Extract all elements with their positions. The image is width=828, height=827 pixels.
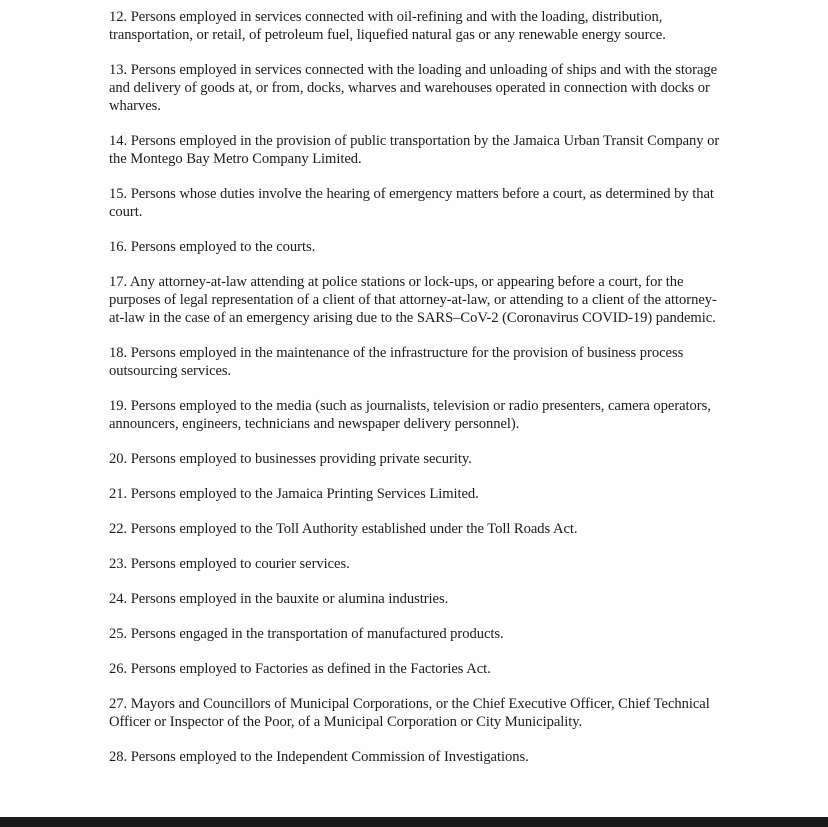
list-item-19: 19. Persons employed to the media (such as journalists, television or radio presenters, camera operators, announcers, engineers, technicians and newspaper delivery personnel). (109, 398, 711, 432)
list-item-16: 16. Persons employed to the courts. (109, 239, 316, 255)
list-item-15: 15. Persons whose duties involve the hearing of emergency matters before a court, as determined by that court. (109, 186, 714, 220)
list-item-18: 18. Persons employed in the maintenance of the infrastructure for the provision of business process outsourcing services. (109, 345, 684, 379)
list-item-21: 21. Persons employed to the Jamaica Printing Services Limited. (109, 486, 479, 502)
list-item-17: 17. Any attorney-at-law attending at police stations or lock-ups, or appearing before a court, for the purposes of legal representation of a client of that attorney-at-law, or attending to a client of the attorney-at-law in the case of an emergency arising due to the SARS–CoV-2 (Coronavirus COVID-19) pandemic. (109, 274, 717, 326)
list-item-23: 23. Persons employed to courier services. (109, 556, 350, 572)
list-item-24: 24. Persons employed in the bauxite or alumina industries. (109, 591, 449, 607)
list-item-13: 13. Persons employed in services connected with the loading and unloading of ships and with the storage and delivery of goods at, or from, docks, wharves and warehouses operated in connection with docks or wharves. (109, 62, 718, 114)
list-item-14: 14. Persons employed in the provision of public transportation by the Jamaica Urban Transit Company or the Montego Bay Metro Company Limited. (109, 133, 720, 167)
list-item-27: 27. Mayors and Councillors of Municipal Corporations, or the Chief Executive Officer, Chief Technical Officer or Inspector of the Poor, of a Municipal Corporation or City Municipality. (109, 696, 710, 730)
list-item-26: 26. Persons employed to Factories as defined in the Factories Act. (109, 661, 491, 677)
list-item-20: 20. Persons employed to businesses providing private security. (109, 451, 472, 467)
document-body (109, 8, 729, 783)
bottom-edge (0, 817, 828, 827)
list-item-22: 22. Persons employed to the Toll Authority established under the Toll Roads Act. (109, 521, 578, 537)
list-item-12: 12. Persons employed in services connected with oil-refining and with the loading, distribution, transportation, or retail, of petroleum fuel, liquefied natural gas or any renewable energy source. (109, 9, 666, 43)
list-item-25: 25. Persons engaged in the transportation of manufactured products. (109, 626, 504, 642)
list-item-28: 28. Persons employed to the Independent Commission of Investigations. (109, 749, 529, 765)
